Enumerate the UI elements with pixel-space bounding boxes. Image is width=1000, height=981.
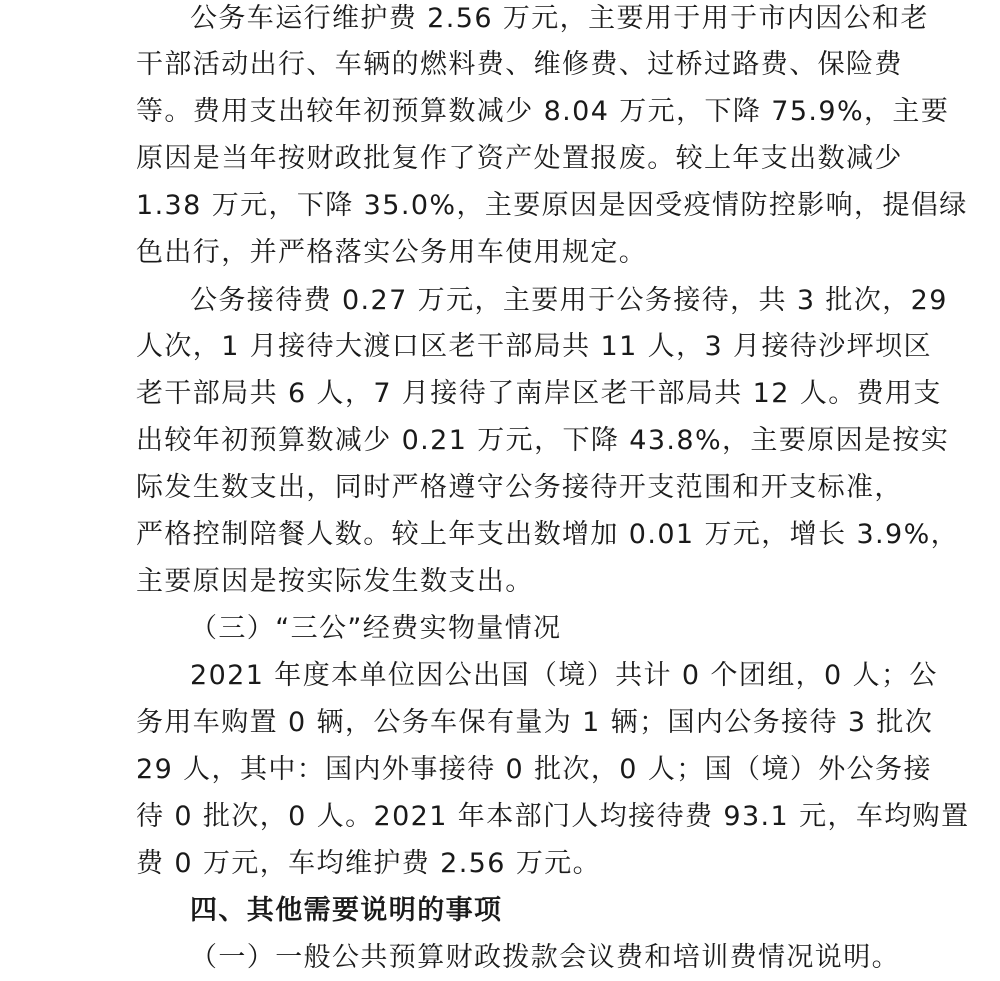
section-heading: 四、其他需要说明的事项 <box>190 895 503 926</box>
text-line: 人次，1 月接待大渡口区老干部局共 11 人，3 月接待沙坪坝区 <box>136 331 932 362</box>
text-line: 1.38 万元，下降 35.0%，主要原因是因受疫情防控影响，提倡绿 <box>136 190 968 221</box>
text-line: 干部活动出行、车辆的燃料费、维修费、过桥过路费、保险费 <box>136 49 903 80</box>
text-line: 等。费用支出较年初预算数减少 8.04 万元，下降 75.9%，主要 <box>136 96 950 127</box>
text-line: 29 人，其中：国内外事接待 0 批次，0 人；国（境）外公务接 <box>136 754 932 785</box>
text-line: 老干部局共 6 人，7 月接待了南岸区老干部局共 12 人。费用支 <box>136 378 942 409</box>
text-line: 原因是当年按财政批复作了资产处置报废。较上年支出数减少 <box>136 143 903 174</box>
text-line: 费 0 万元，车均维护费 2.56 万元。 <box>136 848 602 879</box>
text-line: 公务接待费 0.27 万元，主要用于公务接待，共 3 批次，29 <box>190 285 948 316</box>
text-line: 2021 年度本单位因公出国（境）共计 0 个团组，0 人；公 <box>190 660 938 691</box>
section-subheading: （三）“三公”经费实物量情况 <box>190 613 562 644</box>
text-line: 务用车购置 0 辆，公务车保有量为 1 辆；国内公务接待 3 批次 <box>136 707 934 738</box>
text-line: 主要原因是按实际发生数支出。 <box>136 566 534 597</box>
text-line: 际发生数支出，同时严格遵守公务接待开支范围和开支标准， <box>136 472 903 503</box>
text-line: 严格控制陪餐人数。较上年支出数增加 0.01 万元，增长 3.9%， <box>136 519 960 550</box>
text-line: 色出行，并严格落实公务用车使用规定。 <box>136 237 648 268</box>
text-line: 出较年初预算数减少 0.21 万元，下降 43.8%，主要原因是按实 <box>136 425 950 456</box>
section-subheading: （一）一般公共预算财政拨款会议费和培训费情况说明。 <box>190 942 900 973</box>
text-line: 待 0 批次，0 人。2021 年本部门人均接待费 93.1 元，车均购置 <box>136 801 970 832</box>
text-line: 公务车运行维护费 2.56 万元，主要用于用于市内因公和老 <box>190 3 929 34</box>
